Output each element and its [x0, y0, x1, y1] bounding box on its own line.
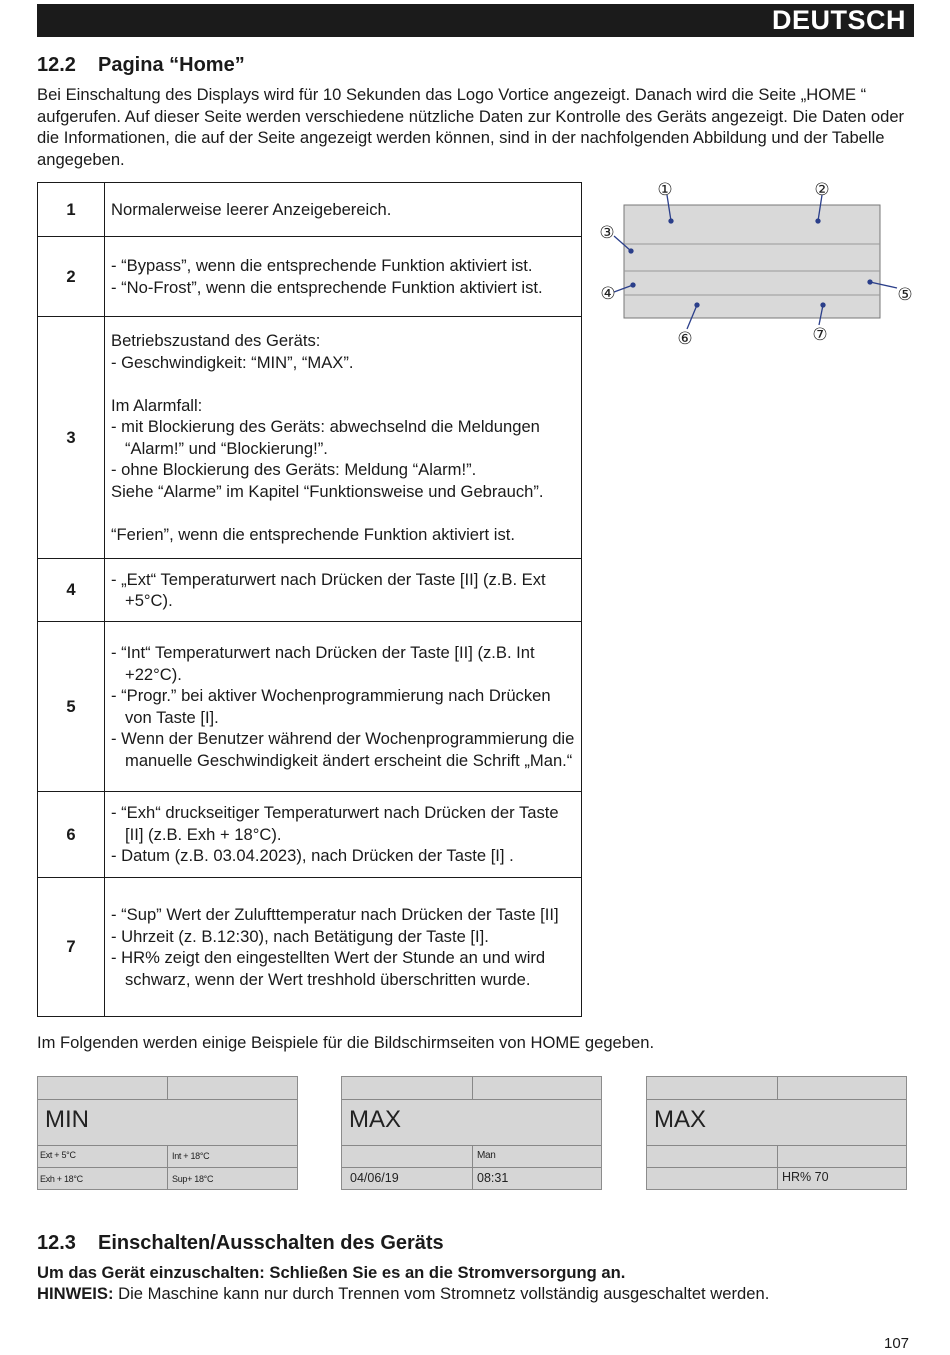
lcd-r2-right: 08:31	[477, 1171, 509, 1185]
list-item: - ohne Blockierung des Geräts: Meldung “Alarm!”.	[111, 460, 477, 479]
lcd-r2-right: Sup+ 18°C	[172, 1174, 214, 1184]
table-row	[38, 559, 582, 622]
table-row	[38, 878, 582, 1017]
section-title: Einschalten/Ausschalten des Geräts	[98, 1232, 444, 1254]
lcd-r1-left: Ext + 5°C	[40, 1150, 76, 1160]
callout-2: ②	[814, 180, 830, 200]
lcd-r2-left: 04/06/19	[350, 1171, 399, 1185]
callout-5: ⑤	[897, 285, 913, 305]
callout-3: ③	[599, 223, 615, 243]
table-row	[38, 317, 582, 559]
lcd-r2-right: HR% 70	[782, 1170, 829, 1184]
home-fields-table	[37, 182, 582, 1017]
list-item: - Wenn der Benutzer während der Wochenprogrammierung die manuelle Geschwindigkeit ändert erscheint die Schrift „Man.“	[111, 729, 575, 770]
row-number: 7	[38, 878, 105, 1017]
callout-1: ①	[657, 180, 673, 200]
row-text	[105, 237, 582, 317]
language-header-bar	[37, 4, 914, 37]
row-number: 5	[38, 622, 105, 792]
lcd-main-text: MAX	[654, 1106, 707, 1133]
row-number: 4	[38, 559, 105, 622]
list-item: Betriebszustand des Geräts:	[111, 331, 321, 350]
lcd-example-screen	[37, 1076, 298, 1190]
examples-intro: Im Folgenden werden einige Beispiele für die Bildschirmseiten von HOME gegeben.	[37, 1033, 655, 1052]
list-item: - Geschwindigkeit: “MIN”, “MAX”.	[111, 352, 354, 372]
row-text	[105, 559, 582, 622]
row-text	[105, 792, 582, 878]
row-number: 1	[38, 183, 105, 237]
row-number: 3	[38, 317, 105, 559]
display-screen	[624, 205, 880, 318]
row-text	[105, 622, 582, 792]
section-12-3-heading	[37, 1232, 444, 1255]
row-text: Normalerweise leerer Anzeigebereich.	[105, 183, 582, 237]
power-on-instruction: Um das Gerät einzuschalten: Schließen Sie es an die Stromversorgung an.	[37, 1263, 626, 1282]
row-number: 2	[38, 237, 105, 317]
lcd-main-text: MAX	[349, 1106, 402, 1133]
display-layout-diagram	[598, 178, 918, 348]
row-text	[105, 317, 582, 559]
list-item: - “Exh“ druckseitiger Temperaturwert nach Drücken der Taste [II] (z.B. Exh + 18°C).	[111, 803, 559, 844]
lcd-r1-right: Man	[477, 1150, 496, 1161]
callout-4: ④	[600, 284, 616, 304]
note-paragraph	[37, 1284, 769, 1304]
callout-7: ⑦	[812, 325, 828, 345]
section-number: 12.2	[37, 54, 76, 76]
list-item: - “Int“ Temperaturwert nach Drücken der Taste [II] (z.B. Int +22°C).	[111, 643, 535, 684]
list-item: Siehe “Alarme” im Kapitel “Funktionsweise und Gebrauch”.	[111, 481, 544, 501]
table-row	[38, 237, 582, 317]
section-title: Pagina “Home”	[98, 54, 245, 76]
note-label: HINWEIS:	[37, 1284, 114, 1303]
table-row	[38, 792, 582, 878]
lcd-example-screen	[341, 1076, 602, 1190]
table-row	[38, 183, 582, 237]
page-number: 107	[884, 1335, 910, 1352]
list-item: - „Ext“ Temperaturwert nach Drücken der Taste [II] (z.B. Ext +5°C).	[111, 569, 546, 610]
lcd-r2-left: Exh + 18°C	[40, 1174, 83, 1184]
row-text	[105, 878, 582, 1017]
note-text: Die Maschine kann nur durch Trennen vom Stromnetz vollständig ausgeschaltet werden.	[113, 1284, 770, 1303]
list-item: “Ferien”, wenn die entsprechende Funktion aktiviert ist.	[111, 524, 515, 544]
lcd-r1-right: Int + 18°C	[172, 1151, 210, 1161]
list-item: Im Alarmfall:	[111, 395, 203, 415]
table-row	[38, 622, 582, 792]
list-item: - mit Blockierung des Geräts: abwechselnd die Meldungen “Alarm!” und “Blockierung!”.	[111, 417, 540, 458]
list-item: - HR% zeigt den eingestellten Wert der Stunde an und wird schwarz, wenn der Wert treshhold überschritten wurde.	[111, 948, 546, 989]
section-12-2-heading	[37, 54, 245, 77]
list-item: - Uhrzeit (z. B.12:30), nach Betätigung der Taste [I].	[111, 926, 489, 946]
callout-6: ⑥	[677, 329, 693, 348]
list-item: - Datum (z.B. 03.04.2023), nach Drücken der Taste [I] .	[111, 846, 514, 866]
intro-paragraph: Bei Einschaltung des Displays wird für 10 Sekunden das Logo Vortice angezeigt. Danach wird die Seite „HOME “ aufgerufen. Auf dieser Seite werden verschiedene nützliche Daten zur Kontrolle des Geräts angezeigt. Die Daten oder die Informationen, die auf der Seite angezeigt werden können, sind in der nachfolgenden Abbildung und der Tabelle angegeben.	[37, 85, 905, 169]
list-item: - “No-Frost”, wenn die entsprechende Funktion aktiviert ist.	[111, 277, 543, 297]
list-item: - “Progr.” bei aktiver Wochenprogrammierung nach Drücken von Taste [I].	[111, 686, 551, 727]
lcd-example-screen	[646, 1076, 907, 1190]
lcd-main-text: MIN	[45, 1106, 89, 1133]
section-number: 12.3	[37, 1232, 76, 1254]
list-item: - “Sup” Wert der Zulufttemperatur nach Drücken der Taste [II]	[111, 905, 559, 924]
row-number: 6	[38, 792, 105, 878]
list-item: - “Bypass”, wenn die entsprechende Funktion aktiviert ist.	[111, 256, 533, 275]
language-label: DEUTSCH	[771, 5, 906, 35]
